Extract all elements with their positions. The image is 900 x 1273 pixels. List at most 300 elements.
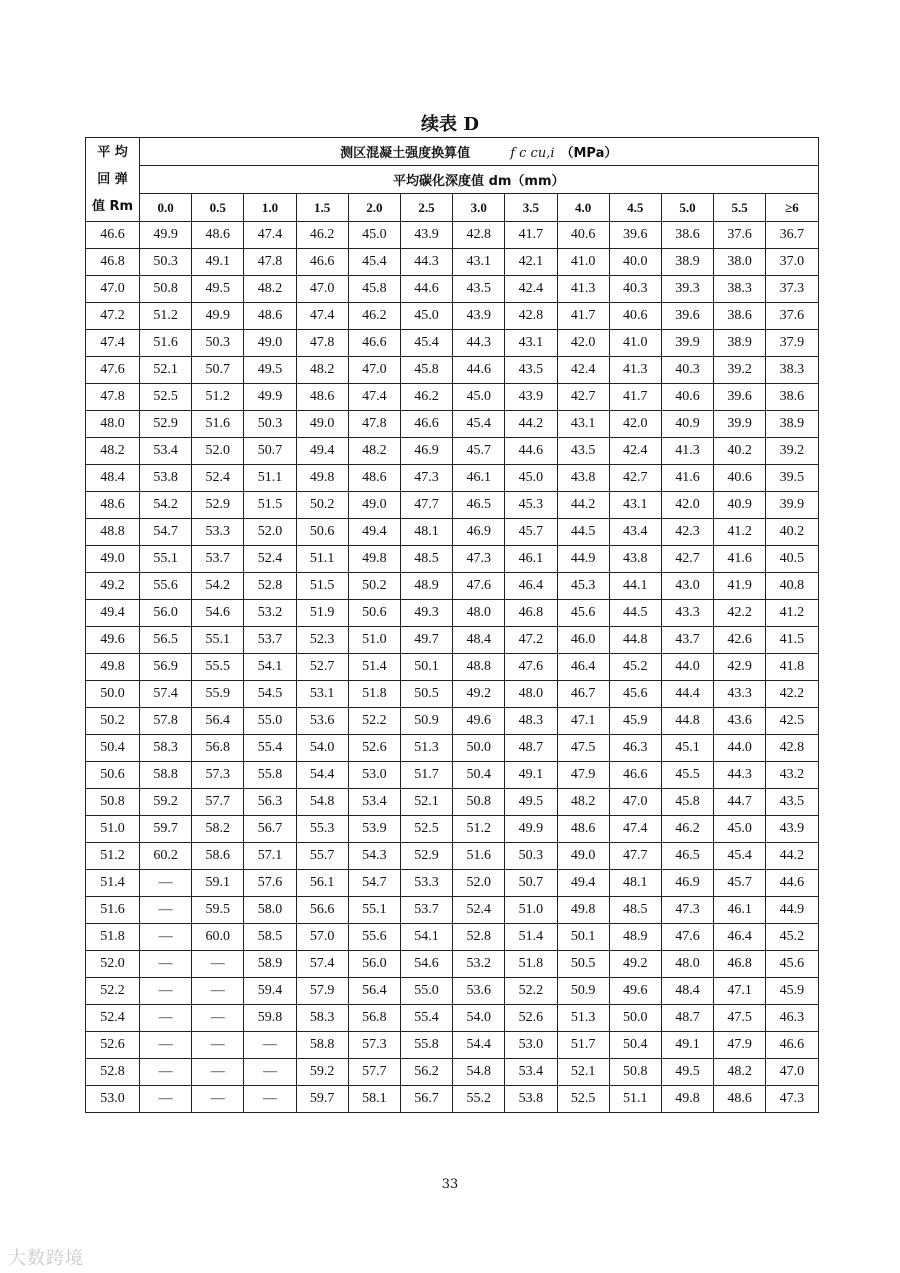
rebound-value-cell: 52.0 — [86, 951, 140, 978]
rebound-value-cell: 46.6 — [86, 222, 140, 249]
strength-value-cell: 53.0 — [505, 1032, 557, 1059]
strength-value-cell: 52.4 — [244, 546, 296, 573]
strength-value-cell: 49.7 — [400, 627, 452, 654]
strength-value-cell: 56.7 — [400, 1086, 452, 1113]
table-row — [86, 600, 819, 627]
strength-value-cell: 46.8 — [505, 600, 557, 627]
rebound-value-cell: 51.8 — [86, 924, 140, 951]
strength-value-cell: 52.5 — [400, 816, 452, 843]
strength-value-cell: 49.9 — [140, 222, 192, 249]
strength-value-cell: 44.2 — [557, 492, 609, 519]
strength-value-cell: 55.9 — [192, 681, 244, 708]
strength-value-cell: 48.5 — [400, 546, 452, 573]
strength-value-cell: 45.0 — [400, 303, 452, 330]
strength-value-cell: 54.1 — [400, 924, 452, 951]
strength-value-cell: 43.6 — [714, 708, 766, 735]
strength-value-cell: 40.3 — [609, 276, 661, 303]
strength-value-cell: 43.5 — [766, 789, 818, 816]
strength-value-cell: 51.5 — [296, 573, 348, 600]
strength-value-cell: 54.1 — [244, 654, 296, 681]
strength-value-cell: 49.0 — [348, 492, 400, 519]
strength-value-cell: 51.4 — [505, 924, 557, 951]
strength-value-cell: 44.3 — [453, 330, 505, 357]
strength-value-cell: 56.4 — [192, 708, 244, 735]
table-row — [86, 222, 819, 249]
strength-value-cell: 45.6 — [766, 951, 818, 978]
strength-value-cell: 51.3 — [557, 1005, 609, 1032]
strength-value-cell: 45.3 — [505, 492, 557, 519]
strength-value-cell: 43.1 — [557, 411, 609, 438]
strength-value-cell: 47.7 — [609, 843, 661, 870]
strength-value-cell: 55.1 — [348, 897, 400, 924]
strength-value-cell: 40.2 — [714, 438, 766, 465]
rebound-value-cell: 51.0 — [86, 816, 140, 843]
strength-value-cell: 45.2 — [609, 654, 661, 681]
strength-value-cell: 45.4 — [348, 249, 400, 276]
rebound-value-cell: 51.6 — [86, 897, 140, 924]
strength-value-cell: 55.4 — [400, 1005, 452, 1032]
strength-value-cell: 41.3 — [661, 438, 713, 465]
strength-value-cell: 54.2 — [140, 492, 192, 519]
strength-value-cell: 45.8 — [661, 789, 713, 816]
strength-value-cell: 43.1 — [505, 330, 557, 357]
table-body — [86, 222, 819, 1113]
strength-value-cell: 52.9 — [192, 492, 244, 519]
strength-value-cell: 51.2 — [453, 816, 505, 843]
strength-value-cell: — — [140, 1086, 192, 1113]
strength-value-cell: 47.9 — [714, 1032, 766, 1059]
strength-value-cell: 45.6 — [557, 600, 609, 627]
strength-value-cell: 45.8 — [400, 357, 452, 384]
strength-value-cell: 44.2 — [766, 843, 818, 870]
strength-value-cell: 51.9 — [296, 600, 348, 627]
strength-value-cell: 55.8 — [244, 762, 296, 789]
strength-value-cell: 58.0 — [244, 897, 296, 924]
strength-value-cell: 50.4 — [453, 762, 505, 789]
strength-value-cell: 47.5 — [557, 735, 609, 762]
strength-value-cell: 38.6 — [661, 222, 713, 249]
strength-value-cell: 44.4 — [661, 681, 713, 708]
rebound-value-cell: 52.8 — [86, 1059, 140, 1086]
strength-value-cell: 53.6 — [296, 708, 348, 735]
table-row — [86, 303, 819, 330]
strength-value-cell: 39.2 — [714, 357, 766, 384]
strength-value-cell: 44.9 — [766, 897, 818, 924]
strength-value-cell: 48.0 — [661, 951, 713, 978]
strength-value-cell: 52.4 — [192, 465, 244, 492]
strength-value-cell: 51.7 — [400, 762, 452, 789]
strength-value-cell: 39.3 — [661, 276, 713, 303]
strength-value-cell: 54.5 — [244, 681, 296, 708]
strength-value-cell: 50.1 — [557, 924, 609, 951]
strength-value-cell: 53.8 — [505, 1086, 557, 1113]
depth-header-cell: 2.0 — [348, 194, 400, 222]
strength-value-cell: 53.4 — [505, 1059, 557, 1086]
strength-value-cell: 49.0 — [296, 411, 348, 438]
strength-value-cell: 45.7 — [505, 519, 557, 546]
strength-value-cell: 49.0 — [557, 843, 609, 870]
strength-value-cell: 51.2 — [192, 384, 244, 411]
strength-value-cell: 37.6 — [714, 222, 766, 249]
table-row — [86, 816, 819, 843]
strength-value-cell: 38.0 — [714, 249, 766, 276]
strength-value-cell: 45.4 — [714, 843, 766, 870]
strength-value-cell: 39.2 — [766, 438, 818, 465]
strength-value-cell: 41.7 — [505, 222, 557, 249]
strength-value-cell: 48.9 — [609, 924, 661, 951]
depth-header-cell: 2.5 — [400, 194, 452, 222]
strength-value-cell: 52.0 — [192, 438, 244, 465]
strength-value-cell: 47.4 — [609, 816, 661, 843]
strength-value-cell: 45.9 — [766, 978, 818, 1005]
strength-value-cell: 52.2 — [348, 708, 400, 735]
strength-value-cell: 52.4 — [453, 897, 505, 924]
strength-value-cell: 39.5 — [766, 465, 818, 492]
strength-value-cell: 52.9 — [140, 411, 192, 438]
strength-value-cell: 50.0 — [453, 735, 505, 762]
strength-value-cell: 53.2 — [453, 951, 505, 978]
table-row — [86, 951, 819, 978]
strength-value-cell: 49.0 — [244, 330, 296, 357]
strength-value-cell: 53.9 — [348, 816, 400, 843]
strength-value-cell: 43.9 — [400, 222, 452, 249]
strength-value-cell: 50.3 — [192, 330, 244, 357]
strength-value-cell: 43.9 — [505, 384, 557, 411]
strength-value-cell: — — [140, 951, 192, 978]
strength-value-cell: 50.3 — [244, 411, 296, 438]
rebound-value-cell: 49.4 — [86, 600, 140, 627]
strength-value-cell: — — [192, 1059, 244, 1086]
table-row — [86, 789, 819, 816]
strength-value-cell: 40.0 — [609, 249, 661, 276]
depth-header-cell: 4.5 — [609, 194, 661, 222]
strength-group-header: 测区混凝土强度换算值 f c cu,i （MPa） — [140, 138, 819, 166]
strength-value-cell: 50.3 — [505, 843, 557, 870]
rebound-value-cell: 50.0 — [86, 681, 140, 708]
strength-value-cell: 52.2 — [505, 978, 557, 1005]
strength-value-cell: 45.9 — [609, 708, 661, 735]
strength-value-cell: 42.2 — [714, 600, 766, 627]
strength-value-cell: 42.8 — [766, 735, 818, 762]
strength-value-cell: 40.2 — [766, 519, 818, 546]
strength-value-cell: 51.4 — [348, 654, 400, 681]
table-row — [86, 492, 819, 519]
strength-value-cell: 43.3 — [714, 681, 766, 708]
carbonation-depth-header: 平均碳化深度值 dm（mm） — [140, 166, 819, 194]
strength-value-cell: 43.9 — [766, 816, 818, 843]
strength-value-cell: — — [192, 1032, 244, 1059]
depth-header-cell: 0.0 — [140, 194, 192, 222]
strength-value-cell: 47.0 — [766, 1059, 818, 1086]
strength-value-cell: 42.4 — [609, 438, 661, 465]
rebound-value-cell: 49.6 — [86, 627, 140, 654]
rebound-value-cell: 47.8 — [86, 384, 140, 411]
strength-value-cell: 50.8 — [140, 276, 192, 303]
strength-value-cell: 49.2 — [453, 681, 505, 708]
table-row — [86, 708, 819, 735]
strength-value-cell: — — [192, 951, 244, 978]
strength-value-cell: 46.0 — [557, 627, 609, 654]
strength-value-cell: 51.8 — [505, 951, 557, 978]
strength-value-cell: 57.4 — [296, 951, 348, 978]
strength-value-cell: 50.7 — [505, 870, 557, 897]
rebound-value-cell: 47.0 — [86, 276, 140, 303]
rebound-value-cell: 48.0 — [86, 411, 140, 438]
strength-value-cell: 57.0 — [296, 924, 348, 951]
rebound-value-cell: 52.6 — [86, 1032, 140, 1059]
rebound-value-cell: 48.4 — [86, 465, 140, 492]
strength-value-cell: 45.7 — [453, 438, 505, 465]
strength-value-cell: 51.0 — [348, 627, 400, 654]
strength-value-cell: 46.2 — [348, 303, 400, 330]
strength-value-cell: 45.5 — [661, 762, 713, 789]
rebound-value-cell: 52.2 — [86, 978, 140, 1005]
strength-value-cell: 58.5 — [244, 924, 296, 951]
table-row — [86, 357, 819, 384]
strength-value-cell: 41.9 — [714, 573, 766, 600]
strength-value-cell: 41.7 — [557, 303, 609, 330]
depth-header-cell: 3.0 — [453, 194, 505, 222]
strength-value-cell: 49.9 — [505, 816, 557, 843]
strength-value-cell: 46.4 — [557, 654, 609, 681]
strength-value-cell: 45.4 — [453, 411, 505, 438]
strength-value-cell: 56.8 — [192, 735, 244, 762]
strength-value-cell: 46.9 — [453, 519, 505, 546]
strength-value-cell: 51.6 — [140, 330, 192, 357]
strength-value-cell: 43.7 — [661, 627, 713, 654]
strength-value-cell: — — [140, 870, 192, 897]
strength-value-cell: 43.5 — [505, 357, 557, 384]
strength-value-cell: 55.5 — [192, 654, 244, 681]
strength-value-cell: 37.9 — [766, 330, 818, 357]
strength-value-cell: 51.0 — [505, 897, 557, 924]
strength-value-cell: 41.2 — [766, 600, 818, 627]
strength-value-cell: 44.2 — [505, 411, 557, 438]
strength-value-cell: 59.7 — [296, 1086, 348, 1113]
strength-value-cell: 48.2 — [348, 438, 400, 465]
conversion-table — [85, 137, 819, 1113]
strength-value-cell: 38.6 — [766, 384, 818, 411]
strength-value-cell: 52.8 — [244, 573, 296, 600]
strength-value-cell: 50.7 — [192, 357, 244, 384]
strength-value-cell: 48.6 — [348, 465, 400, 492]
strength-value-cell: 39.9 — [661, 330, 713, 357]
strength-value-cell: 48.1 — [400, 519, 452, 546]
strength-value-cell: 46.4 — [714, 924, 766, 951]
strength-value-cell: — — [244, 1086, 296, 1113]
strength-value-cell: — — [140, 897, 192, 924]
strength-value-cell: 41.6 — [661, 465, 713, 492]
strength-value-cell: 45.8 — [348, 276, 400, 303]
strength-value-cell: 40.9 — [661, 411, 713, 438]
strength-value-cell: 52.7 — [296, 654, 348, 681]
strength-value-cell: 48.9 — [400, 573, 452, 600]
table-row — [86, 330, 819, 357]
strength-value-cell: 42.7 — [661, 546, 713, 573]
table-row — [86, 438, 819, 465]
strength-value-cell: 59.8 — [244, 1005, 296, 1032]
strength-value-cell: 59.5 — [192, 897, 244, 924]
strength-value-cell: 39.6 — [714, 384, 766, 411]
rebound-value-cell: 48.6 — [86, 492, 140, 519]
strength-value-cell: 41.0 — [609, 330, 661, 357]
rebound-value-cell: 51.2 — [86, 843, 140, 870]
strength-value-cell: 52.3 — [296, 627, 348, 654]
strength-value-cell: 56.0 — [140, 600, 192, 627]
strength-value-cell: 54.7 — [140, 519, 192, 546]
strength-value-cell: 39.6 — [609, 222, 661, 249]
strength-value-cell: — — [192, 1086, 244, 1113]
table-row — [86, 1086, 819, 1113]
strength-value-cell: 46.6 — [766, 1032, 818, 1059]
strength-value-cell: 52.1 — [557, 1059, 609, 1086]
strength-value-cell: 48.1 — [609, 870, 661, 897]
strength-value-cell: 57.4 — [140, 681, 192, 708]
table-row — [86, 627, 819, 654]
strength-value-cell: 48.7 — [505, 735, 557, 762]
strength-value-cell: 50.1 — [400, 654, 452, 681]
strength-value-cell: 49.6 — [453, 708, 505, 735]
strength-value-cell: 38.6 — [714, 303, 766, 330]
strength-value-cell: 43.1 — [453, 249, 505, 276]
strength-value-cell: 46.3 — [609, 735, 661, 762]
strength-value-cell: 46.2 — [296, 222, 348, 249]
strength-value-cell: 58.8 — [140, 762, 192, 789]
strength-value-cell: 52.1 — [140, 357, 192, 384]
table-row — [86, 276, 819, 303]
strength-value-cell: 54.8 — [453, 1059, 505, 1086]
strength-value-cell: 40.6 — [557, 222, 609, 249]
strength-value-cell: 57.9 — [296, 978, 348, 1005]
strength-value-cell: 54.3 — [348, 843, 400, 870]
strength-value-cell: 47.1 — [714, 978, 766, 1005]
strength-value-cell: 48.8 — [453, 654, 505, 681]
strength-value-cell: 57.7 — [348, 1059, 400, 1086]
strength-value-cell: 44.6 — [400, 276, 452, 303]
strength-value-cell: 51.6 — [192, 411, 244, 438]
strength-value-cell: — — [140, 924, 192, 951]
strength-value-cell: 54.4 — [296, 762, 348, 789]
strength-value-cell: 46.1 — [453, 465, 505, 492]
strength-value-cell: 53.4 — [140, 438, 192, 465]
strength-value-cell: 49.5 — [192, 276, 244, 303]
strength-value-cell: 47.1 — [557, 708, 609, 735]
strength-value-cell: 47.8 — [244, 249, 296, 276]
strength-value-cell: 46.3 — [766, 1005, 818, 1032]
table-caption: 续表 D — [421, 114, 479, 135]
strength-value-cell: 43.9 — [453, 303, 505, 330]
strength-value-cell: 59.2 — [140, 789, 192, 816]
strength-value-cell: 46.5 — [661, 843, 713, 870]
strength-value-cell: 56.6 — [296, 897, 348, 924]
strength-value-cell: 41.0 — [557, 249, 609, 276]
strength-value-cell: 48.0 — [453, 600, 505, 627]
strength-value-cell: — — [140, 1059, 192, 1086]
table-row — [86, 897, 819, 924]
strength-value-cell: 45.0 — [348, 222, 400, 249]
strength-value-cell: 48.2 — [714, 1059, 766, 1086]
strength-value-cell: 46.2 — [400, 384, 452, 411]
strength-value-cell: 49.1 — [661, 1032, 713, 1059]
strength-value-cell: 58.6 — [192, 843, 244, 870]
strength-value-cell: 57.7 — [192, 789, 244, 816]
table-row — [86, 519, 819, 546]
depth-header-cell: 1.5 — [296, 194, 348, 222]
strength-value-cell: 56.7 — [244, 816, 296, 843]
strength-value-cell: 39.9 — [766, 492, 818, 519]
strength-value-cell: 43.5 — [557, 438, 609, 465]
strength-value-cell: 44.0 — [714, 735, 766, 762]
table-row — [86, 1005, 819, 1032]
strength-value-cell: 44.1 — [609, 573, 661, 600]
strength-value-cell: 38.9 — [714, 330, 766, 357]
strength-value-cell: 60.0 — [192, 924, 244, 951]
strength-value-cell: 47.7 — [400, 492, 452, 519]
strength-value-cell: 48.0 — [505, 681, 557, 708]
strength-value-cell: 44.5 — [609, 600, 661, 627]
table-row — [86, 681, 819, 708]
strength-value-cell: 51.3 — [400, 735, 452, 762]
strength-value-cell: 46.8 — [714, 951, 766, 978]
strength-value-cell: 59.1 — [192, 870, 244, 897]
depth-header-row — [86, 194, 819, 222]
table-row — [86, 411, 819, 438]
strength-value-cell: 54.4 — [453, 1032, 505, 1059]
strength-value-cell: 47.3 — [661, 897, 713, 924]
strength-value-cell: 49.8 — [348, 546, 400, 573]
strength-value-cell: 44.3 — [714, 762, 766, 789]
strength-value-cell: 37.6 — [766, 303, 818, 330]
strength-value-cell: 50.3 — [140, 249, 192, 276]
strength-value-cell: 42.1 — [505, 249, 557, 276]
depth-header-cell: 5.0 — [661, 194, 713, 222]
strength-value-cell: 52.1 — [400, 789, 452, 816]
strength-value-cell: 47.0 — [609, 789, 661, 816]
strength-value-cell: 42.9 — [714, 654, 766, 681]
rebound-value-cell: 50.8 — [86, 789, 140, 816]
strength-value-cell: 54.7 — [348, 870, 400, 897]
depth-header-cell: ≥6 — [766, 194, 818, 222]
strength-value-cell: 57.6 — [244, 870, 296, 897]
strength-value-cell: 41.2 — [714, 519, 766, 546]
strength-value-cell: 47.9 — [557, 762, 609, 789]
strength-value-cell: 54.0 — [453, 1005, 505, 1032]
rebound-value-cell: 47.4 — [86, 330, 140, 357]
strength-value-cell: 42.2 — [766, 681, 818, 708]
strength-value-cell: 49.8 — [661, 1086, 713, 1113]
strength-value-cell: 58.3 — [296, 1005, 348, 1032]
strength-value-cell: — — [192, 978, 244, 1005]
strength-value-cell: 52.0 — [453, 870, 505, 897]
strength-value-cell: 46.4 — [505, 573, 557, 600]
strength-value-cell: 56.0 — [348, 951, 400, 978]
strength-value-cell: 45.7 — [714, 870, 766, 897]
rebound-value-cell: 50.2 — [86, 708, 140, 735]
strength-value-cell: 48.2 — [296, 357, 348, 384]
strength-value-cell: 50.2 — [348, 573, 400, 600]
strength-value-cell: 55.6 — [140, 573, 192, 600]
table-row — [86, 870, 819, 897]
strength-value-cell: 48.2 — [244, 276, 296, 303]
strength-value-cell: 41.5 — [766, 627, 818, 654]
strength-value-cell: 41.6 — [714, 546, 766, 573]
strength-value-cell: 45.1 — [661, 735, 713, 762]
strength-value-cell: 55.1 — [192, 627, 244, 654]
strength-value-cell: 47.4 — [348, 384, 400, 411]
strength-value-cell: 44.6 — [453, 357, 505, 384]
strength-value-cell: 50.6 — [296, 519, 348, 546]
depth-header-cell: 5.5 — [714, 194, 766, 222]
